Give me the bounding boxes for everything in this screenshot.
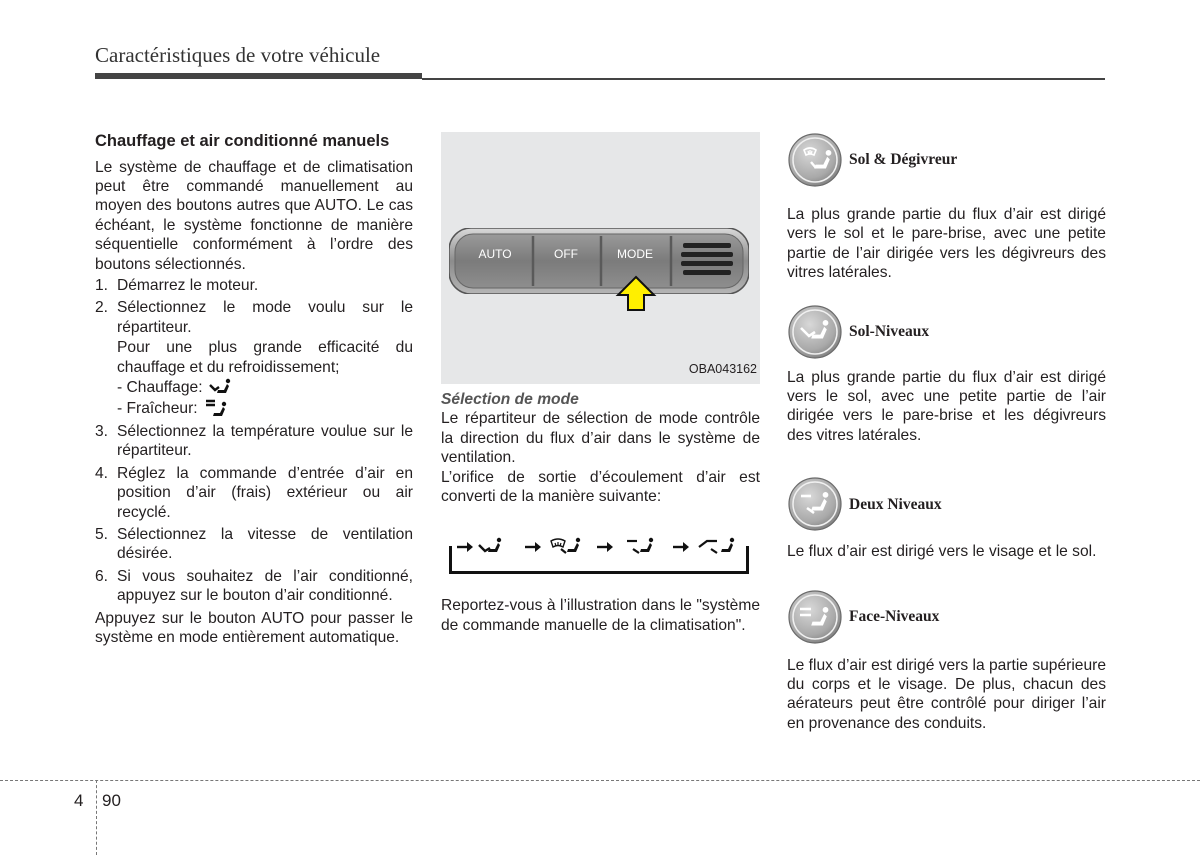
footer-divider — [96, 780, 97, 855]
bi-level-mode-icon — [627, 538, 653, 553]
intro-paragraph: Le système de chauffage et de climatisation peut être commandé manuellement au moyen des boutons autres que AUTO. Le cas échéant, le système fonctionne de manière séquentielle conformément à l’ordre des boutons sélectionnés. — [95, 158, 413, 273]
page-header-title: Caractéristiques de votre véhicule — [95, 43, 381, 67]
list-item: 5. Sélectionnez la vitesse de ventilation désirée. — [95, 526, 413, 563]
mode-label: Deux Niveaux — [849, 495, 942, 513]
mode-description: Le flux d’air est dirigé vers la partie supérieure du corps et le visage. De plus, chacun des aérateurs peut être contrôlé pour diriger l’air en provenance des conduits. — [787, 656, 1106, 732]
floor-icon — [787, 304, 843, 360]
bi-level-icon — [787, 476, 843, 532]
cooling-line: - Fraîcheur: — [117, 398, 413, 419]
header-bar — [95, 73, 422, 79]
list-item: 3. Sélectionnez la température voulue sur le répartiteur. — [95, 422, 413, 460]
floor-defrost-mode-icon — [551, 538, 580, 553]
step-note: Pour une plus grande efficacité du chauffage et du refroidissement; - Chauffage: - Fraîcheur: — [117, 338, 413, 419]
chapter-number: 4 — [74, 791, 84, 810]
list-item: 6. Si vous souhaitez de l’air conditionné, appuyez sur le bouton d’air conditionné. — [95, 567, 413, 605]
mode-face — [787, 589, 1106, 734]
steps-list — [95, 276, 413, 606]
header-rule — [422, 78, 1105, 80]
control-panel-illustration — [441, 132, 760, 384]
mode-description: La plus grande partie du flux d’air est dirigé vers le sol, avec une petite partie de l’air dirigée vers le pare-brise et les dégivreurs des vitres latérales. — [787, 368, 1106, 444]
heating-line: - Chauffage: — [117, 377, 413, 398]
list-item: 1. Démarrez le moteur. — [95, 276, 259, 294]
mode-floor-defrost — [787, 132, 1106, 283]
off-button-label: OFF — [554, 247, 578, 261]
mode-paragraph-1: Le répartiteur de sélection de mode contrôle la direction du flux d’air dans le système de ventilation. — [441, 410, 760, 467]
face-mode-icon — [699, 538, 734, 553]
mode-label: Sol-Niveaux — [849, 322, 930, 340]
list-item: 2. Sélectionnez le mode voulu sur le répartiteur. Pour une plus grande efficacité du chauffage et du refroidissement; - Chauffage: - Fraîcheur: — [95, 298, 413, 419]
mode-bi-level — [787, 476, 1106, 561]
mode-label: Face-Niveaux — [849, 607, 940, 625]
outro-paragraph: Appuyez sur le bouton AUTO pour passer le système en mode entièrement automatique. — [95, 609, 413, 647]
climate-control-panel — [449, 228, 749, 294]
mode-floor — [787, 304, 1106, 446]
auto-button-label: AUTO — [478, 247, 512, 261]
floor-defrost-icon — [787, 132, 843, 188]
section-heading: Chauffage et air conditionné manuels — [95, 132, 390, 150]
floor-mode-icon — [479, 538, 501, 552]
manual-control-section — [95, 132, 413, 647]
mode-sequence-diagram — [449, 535, 749, 583]
image-code: OBA043162 — [688, 361, 757, 376]
face-icon — [787, 589, 843, 645]
mode-selection-section — [441, 132, 760, 635]
press-arrow-icon — [615, 275, 657, 313]
mode-button-label: MODE — [617, 247, 653, 261]
reference-paragraph: Reportez-vous à l’illustration dans le "système de commande manuelle de la climatisation". — [441, 597, 760, 634]
floor-airflow-icon — [209, 378, 235, 396]
footer-rule — [0, 780, 1200, 781]
figure-caption: Sélection de mode — [441, 391, 579, 408]
mode-label: Sol & Dégivreur — [849, 151, 958, 169]
list-item: 4. Réglez la commande d’entrée d’air en position d’air (frais) extérieur ou air recyclé. — [95, 464, 413, 521]
mode-description: Le flux d’air est dirigé vers le visage et le sol. — [787, 543, 1097, 561]
page-number: 90 — [102, 791, 121, 810]
mode-descriptions — [787, 132, 1106, 733]
sequence-icons — [455, 535, 745, 559]
mode-description: La plus grande partie du flux d’air est dirigé vers le sol et le pare-brise, avec une petite partie de l’air dirigée vers les dégivreurs des vitres latérales. — [787, 206, 1106, 282]
face-airflow-icon — [204, 398, 230, 418]
mode-paragraph-2: L’orifice de sortie d’écoulement d’air est converti de la manière suivante: — [441, 468, 760, 506]
